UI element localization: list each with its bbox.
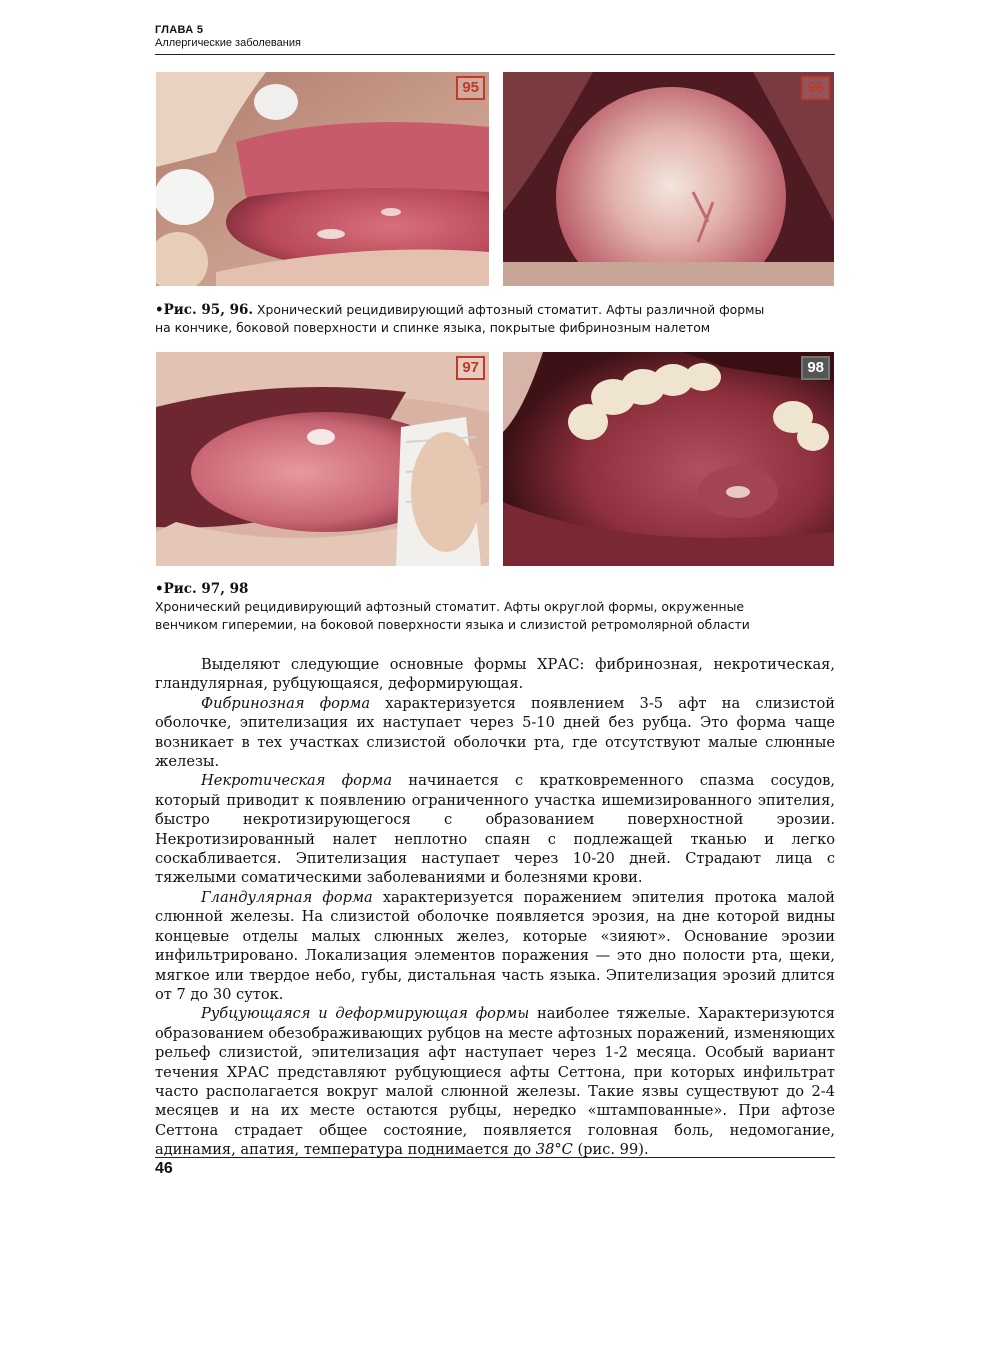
term-glandular: Гландулярная форма bbox=[201, 888, 373, 906]
paragraph-text: начинается с кратковременного спазма сосудов, который приводит к появлению ограниченного участка ишемизированного эпителия, быстро некротизирующегося с образованием поверхностной эрозии. Некротизированный налет неплотно спаян с подлежащей тканью и легко соскабливается. Эпителизация наступает через 10-20 дней. Страдают лица с тяжелыми соматическими заболеваниями и болезнями крови. bbox=[155, 772, 835, 887]
figure-97-photo bbox=[156, 352, 489, 566]
figure-caption-97-98 bbox=[155, 580, 835, 634]
figure-95-photo bbox=[156, 72, 489, 286]
paragraph-glandular bbox=[155, 888, 835, 1004]
paragraph-intro: Выделяют следующие основные формы ХРАС: фибринозная, некротическая, гландулярная, рубцующаяся, деформирующая. bbox=[155, 656, 835, 693]
caption-text: на кончике, боковой поверхности и спинке языка, покрытые фибринозным налетом bbox=[155, 320, 711, 335]
paragraph-text: (рис. 99). bbox=[572, 1141, 649, 1159]
header-divider bbox=[155, 54, 835, 55]
page-number: 46 bbox=[155, 1160, 173, 1177]
tongue-dorsum-fibrin-image bbox=[503, 72, 834, 286]
figure-96-photo bbox=[503, 72, 834, 286]
footer-divider bbox=[155, 1157, 835, 1158]
caption-text: Хронический рецидивирующий афтозный стоматит. Афты различной формы bbox=[253, 302, 765, 317]
running-header bbox=[155, 24, 835, 50]
term-necrotic: Некротическая форма bbox=[201, 772, 393, 790]
term-scarring: Рубцующаяся и деформирующая формы bbox=[201, 1005, 530, 1023]
body-text bbox=[155, 655, 835, 1160]
tongue-tip-aphthae-image bbox=[156, 72, 489, 286]
retromolar-mucosa-image bbox=[503, 352, 834, 566]
tongue-lateral-aphtha-image bbox=[156, 352, 489, 566]
caption-label: •Рис. 95, 96. bbox=[155, 302, 254, 318]
temperature-value: 38°C bbox=[535, 1141, 573, 1159]
paragraph-text: характеризуется поражением эпителия протока малой слюнной железы. На слизистой оболочке появляется эрозия, на дне которой видны концевые отделы малых слюнных желез, которые «зияют». Основание эрозии инфильтрировано. Локализация элементов поражения — это дно полости рта, щеки, мягкое или твердое небо, губы, дистальная часть языка. Эпителизация эрозий длится от 7 до 30 суток. bbox=[155, 888, 835, 1003]
caption-text: Хронический рецидивирующий афтозный стоматит. Афты округлой формы, окруженные bbox=[155, 599, 745, 614]
caption-label: •Рис. 97, 98 bbox=[155, 581, 249, 597]
figure-number-95: 95 bbox=[456, 76, 485, 100]
paragraph-fibrinous bbox=[155, 694, 835, 772]
paragraph-scarring bbox=[155, 1004, 835, 1159]
figure-number-97: 97 bbox=[456, 356, 485, 380]
paragraph-text: наиболее тяжелые. Характеризуются образованием обезображивающих рубцов на месте афтозных поражений, изменяющих рельеф слизистой, эпителизация афт наступает через 1-2 месяца. Особый вариант течения ХРАС представляют рубцующиеся афты Сеттона, при которых инфильтрат часто располагается вокруг малой слюнной железы. Такие язвы существуют до 2-4 месяцев и на их месте остаются рубцы, нередко «штампованные». При афтозе Сеттона страдает общее состояние, появляется головная боль, недомогание, адинамия, апатия, температура поднимается до bbox=[155, 1005, 835, 1159]
figure-number-96: 96 bbox=[801, 76, 830, 100]
figure-number-98: 98 bbox=[801, 356, 830, 380]
chapter-title: ГЛАВА 5 bbox=[155, 24, 204, 36]
figure-caption-95-96 bbox=[155, 301, 835, 337]
paragraph-necrotic bbox=[155, 771, 835, 887]
paragraph-text: характеризуется появлением 3-5 афт на слизистой оболочке, эпителизация их наступает через 5-10 дней без рубца. Это форма чаще возникает в тех участках слизистой оболочки рта, где отсутствуют малые слюнные железы. bbox=[155, 694, 835, 771]
section-title: Аллергические заболевания bbox=[155, 37, 301, 49]
caption-text: венчиком гиперемии, на боковой поверхности языка и слизистой ретромолярной области bbox=[155, 617, 750, 632]
term-fibrinous: Фибринозная форма bbox=[201, 694, 371, 712]
figure-98-photo bbox=[503, 352, 834, 566]
